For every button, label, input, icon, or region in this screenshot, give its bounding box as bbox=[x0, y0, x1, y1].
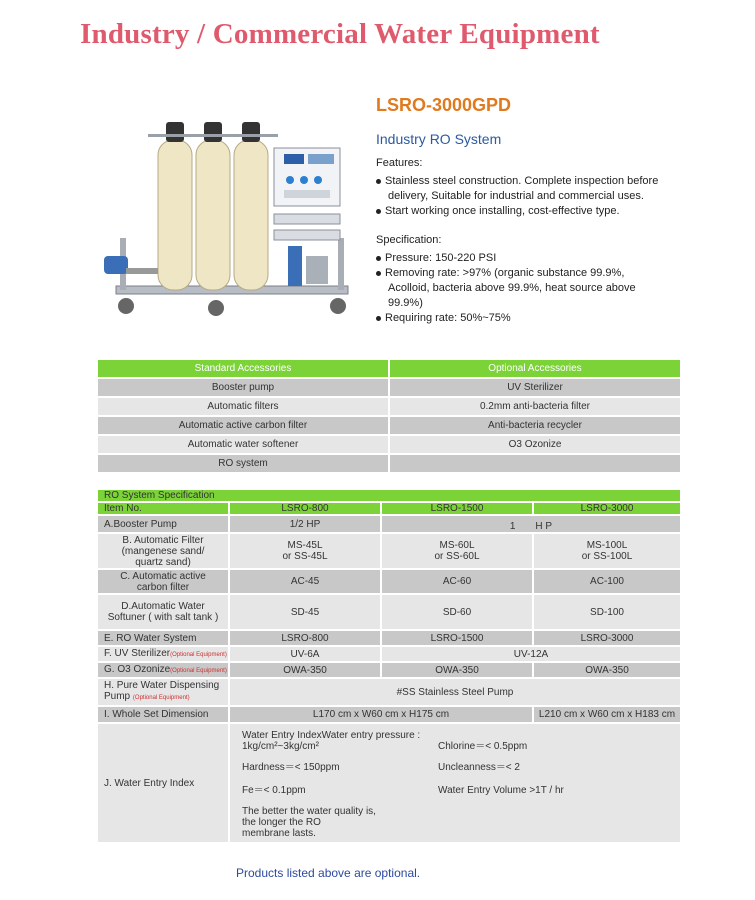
table-header-row: Item No. LSRO-800 LSRO-1500 LSRO-3000 bbox=[98, 503, 680, 514]
bullet-icon bbox=[376, 179, 381, 184]
feature-item: Stainless steel construction. Complete inspection before bbox=[376, 174, 676, 189]
footer-note: Products listed above are optional. bbox=[236, 866, 421, 880]
table-row: F. UV Sterilizer(Optional Equipment) UV-6A UV-12A bbox=[98, 647, 680, 661]
table-row: RO system bbox=[98, 455, 680, 472]
table-row: C. Automatic active carbon filter AC-45 AC-60 AC-100 bbox=[98, 570, 680, 593]
spec-item: Pressure: 150-220 PSI bbox=[376, 251, 676, 266]
spec-item: Removing rate: >97% (organic substance 99.9%, bbox=[376, 266, 676, 281]
bullet-icon bbox=[376, 271, 381, 276]
product-photo bbox=[98, 118, 358, 328]
table-row: J. Water Entry Index Water Entry IndexWater entry pressure : 1kg/cm²~3kg/cm² Chlorine＝< 0.5ppm Hardness＝< 150ppm Uncleanness＝< 2 Fe＝< 0.1ppm Water Entry Volume >1T / hr The better the water quality is, the longer the RO membrane lasts. bbox=[98, 724, 680, 842]
table-row: Automatic active carbon filter Anti-bacteria recycler bbox=[98, 417, 680, 434]
table-row: H. Pure Water Dispensing Pump (Optional Equipment) #SS Stainless Steel Pump bbox=[98, 679, 680, 705]
page-title: Industry / Commercial Water Equipment bbox=[80, 18, 600, 50]
table-row: G. O3 Ozonize(Optional Equipment) OWA-350 OWA-350 OWA-350 bbox=[98, 663, 680, 677]
spec-heading: Specification: bbox=[376, 234, 442, 246]
water-entry-index: Water Entry IndexWater entry pressure : 1kg/cm²~3kg/cm² Chlorine＝< 0.5ppm Hardness＝< 150ppm Uncleanness＝< 2 Fe＝< 0.1ppm Water Entry Volume >1T / hr The better the water quality is, the longer the RO membrane lasts. bbox=[242, 730, 564, 839]
ro-spec-table bbox=[96, 488, 682, 844]
table-row: Booster pump UV Sterilizer bbox=[98, 379, 680, 396]
product-info bbox=[376, 156, 676, 326]
spec-item: Acolloid, bacteria above 99.9%, heat source above bbox=[388, 282, 636, 294]
accessories-table bbox=[96, 358, 682, 474]
model-number: LSRO-3000GPD bbox=[376, 95, 512, 115]
spec-item: 99.9%) bbox=[388, 297, 423, 309]
table-row: Automatic filters 0.2mm anti-bacteria filter bbox=[98, 398, 680, 415]
spec-table-title: RO System Specification bbox=[98, 490, 680, 501]
table-row: Automatic water softener O3 Ozonize bbox=[98, 436, 680, 453]
bullet-icon bbox=[376, 256, 381, 261]
table-row: E. RO Water System LSRO-800 LSRO-1500 LSRO-3000 bbox=[98, 631, 680, 645]
bullet-icon bbox=[376, 316, 381, 321]
optional-accessories-header: Optional Accessories bbox=[390, 360, 680, 377]
table-row: D.Automatic Water Softuner ( with salt tank ) SD-45 SD-60 SD-100 bbox=[98, 595, 680, 629]
feature-item: Start working once installing, cost-effective type. bbox=[376, 204, 676, 219]
table-row: I. Whole Set Dimension L170 cm x W60 cm x H175 cm L210 cm x W60 cm x H183 cm bbox=[98, 707, 680, 722]
table-row: A.Booster Pump 1/2 HP 1 H P bbox=[98, 516, 680, 532]
spec-item: Requiring rate: 50%~75% bbox=[376, 311, 676, 326]
features-heading: Features: bbox=[376, 157, 423, 169]
standard-accessories-header: Standard Accessories bbox=[98, 360, 388, 377]
bullet-icon bbox=[376, 209, 381, 214]
table-row: B. Automatic Filter (mangenese sand/ quartz sand) MS-45L or SS-45L MS-60L or SS-60L MS-100L or SS-100L bbox=[98, 534, 680, 568]
product-subtitle: Industry RO System bbox=[376, 131, 502, 147]
feature-item: delivery, Suitable for industrial and commercial uses. bbox=[388, 190, 644, 202]
